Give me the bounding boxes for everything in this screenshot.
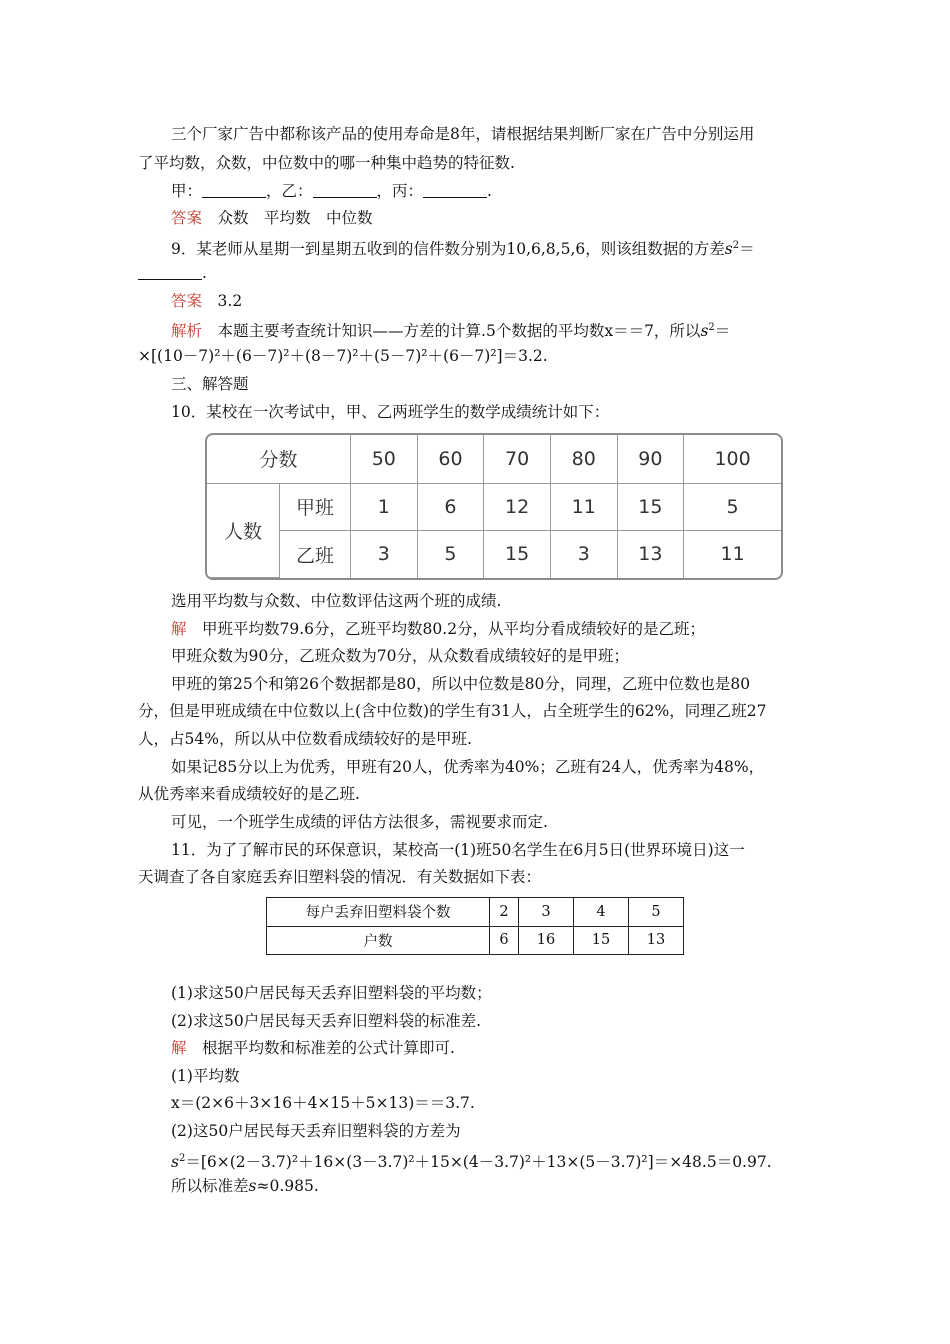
var-s: s (171, 1153, 179, 1172)
analysis-label: 解析 (171, 322, 203, 341)
blank-variance (138, 264, 202, 280)
count-cell: 6 (417, 483, 484, 530)
period: . (202, 264, 207, 282)
class-name: 乙班 (280, 530, 351, 577)
q10-title: 10．某校在一次考试中，甲、乙两班学生的数学成绩统计如下： (171, 403, 610, 421)
paragraph-line: (1)平均数 (171, 1067, 240, 1085)
solution-label: 解 (171, 1039, 187, 1057)
q11-part2: (2)求这50户居民每天丢弃旧塑料袋的标准差. (171, 1012, 482, 1030)
period: . (487, 182, 492, 200)
result-label: 所以标准差 (171, 1177, 249, 1195)
paragraph-line: 可见，一个班学生成绩的评估方法很多，需视要求而定. (171, 813, 548, 831)
score-cell: 60 (417, 435, 484, 483)
solution-text: 甲班平均数79.6分，乙班平均数80.2分，从平均分看成绩较好的是乙班； (202, 620, 706, 638)
household-cell: 16 (518, 926, 573, 955)
score-cell: 80 (550, 435, 617, 483)
section-heading: 三、解答题 (171, 375, 249, 393)
var-s: s (724, 240, 733, 259)
q11-title: 11．为了了解市民的环保意识，某校高一(1)班50名学生在6月5日(世界环境日)这一 (171, 841, 745, 859)
count-cell: 3 (550, 530, 617, 577)
paragraph-line: 了平均数，众数，中位数中的哪一种集中趋势的特征数. (138, 154, 515, 172)
count-cell: 15 (617, 483, 684, 530)
count-cell: 5 (417, 530, 484, 577)
analysis-text: 本题主要考查统计知识——方差的计算.5个数据的平均数x＝＝7，所以 (217, 322, 701, 341)
paragraph-line: 从优秀率来看成绩较好的是乙班. (138, 785, 360, 803)
people-header: 人数 (207, 483, 280, 577)
class-name: 甲班 (280, 483, 351, 530)
q9-formula: ×[(10－7)²＋(6－7)²＋(8－7)²＋(5－7)²＋(6－7)²]＝3.2. (138, 347, 548, 365)
answer-label: 答案 (171, 292, 203, 310)
equals: ＝ (739, 240, 755, 259)
count-cell: 12 (484, 483, 551, 530)
household-cell: 6 (490, 926, 519, 955)
formula-mean: x＝(2×6＋3×16＋4×15＋5×13)＝＝3.7. (171, 1094, 475, 1112)
paragraph-line: (2)这50户居民每天丢弃旧塑料袋的方差为 (171, 1122, 461, 1140)
score-cell: 70 (484, 435, 551, 483)
label-jia: 甲： (171, 182, 203, 200)
score-header: 分数 (207, 435, 351, 483)
superscript: 2 (732, 240, 740, 251)
paragraph-line: 分，但是甲班成绩在中位数以上(含中位数)的学生有31人，占全班学生的62%，同理乙班27 (138, 702, 767, 720)
paragraph-line: 天调查了各自家庭丢弃旧塑料袋的情况．有关数据如下表： (138, 868, 542, 886)
count-cell: 11 (684, 530, 781, 577)
bag-cell: 3 (518, 898, 573, 927)
bag-cell: 2 (490, 898, 519, 927)
paragraph-line: 三个厂家广告中都称该产品的使用寿命是8年，请根据结果判断厂家在广告中分别运用 (171, 125, 755, 143)
result-value: ≈0.985. (256, 1177, 319, 1195)
answer-text: 众数 平均数 中位数 (217, 209, 373, 227)
blank-yi (313, 182, 377, 198)
bag-cell: 4 (573, 898, 628, 927)
q9-blank-line (138, 263, 207, 283)
q11-part1: (1)求这50户居民每天丢弃旧塑料袋的平均数； (171, 984, 492, 1002)
answer-label: 答案 (171, 209, 203, 227)
household-header: 户数 (267, 926, 490, 955)
count-cell: 11 (550, 483, 617, 530)
paragraph-line: 甲班的第25个和第26个数据都是80，所以中位数是80分，同理，乙班中位数也是80 (171, 675, 751, 693)
var-s: s (248, 1177, 257, 1195)
count-cell: 5 (684, 483, 781, 530)
q11-solution (171, 1038, 455, 1058)
paragraph-line: 甲班众数为90分，乙班众数为70分，从众数看成绩较好的是甲班； (171, 647, 629, 665)
score-cell: 100 (684, 435, 781, 483)
bag-table (266, 897, 684, 955)
blank-bing (423, 182, 487, 198)
label-bing: ，丙： (376, 182, 424, 200)
q10-intro: 选用平均数与众数、中位数评估这两个班的成绩. (171, 592, 502, 610)
household-cell: 13 (628, 926, 683, 955)
solution-label: 解 (171, 620, 187, 638)
superscript: 2 (708, 322, 715, 333)
answer-text: 3.2 (217, 292, 243, 310)
equals: ＝ (714, 322, 731, 341)
blank-jia (202, 182, 266, 198)
q9-question (171, 236, 755, 259)
q9-answer (171, 291, 242, 311)
q8-answer (171, 208, 373, 228)
var-s: s (700, 322, 709, 341)
score-cell: 50 (351, 435, 418, 483)
count-cell: 3 (351, 530, 418, 577)
formula-text: ＝[6×(2－3.7)²＋16×(3－3.7)²＋15×(4－3.7)²＋13×(5－3.7)²]＝×48.5＝0.97. (185, 1153, 772, 1172)
label-yi: ，乙： (266, 182, 313, 200)
household-cell: 15 (573, 926, 628, 955)
q8-fill-line (171, 181, 492, 201)
q9-text: 9．某老师从星期一到星期五收到的信件数分别为10,6,8,5,6，则该组数据的方差 (171, 240, 725, 259)
superscript: 2 (178, 1153, 186, 1164)
count-cell: 1 (351, 483, 418, 530)
count-cell: 15 (484, 530, 551, 577)
solution-text: 根据平均数和标准差的公式计算即可. (202, 1039, 455, 1057)
bag-header: 每户丢弃旧塑料袋个数 (267, 898, 490, 927)
score-cell: 90 (617, 435, 684, 483)
bag-cell: 5 (628, 898, 683, 927)
paragraph-line: 人，占54%，所以从中位数看成绩较好的是甲班. (138, 730, 472, 748)
paragraph-line: 如果记85分以上为优秀，甲班有20人，优秀率为40%；乙班有24人，优秀率为48%， (171, 758, 765, 776)
formula-variance (171, 1149, 772, 1172)
count-cell: 13 (617, 530, 684, 577)
std-result (171, 1176, 319, 1196)
q9-analysis (171, 318, 730, 341)
score-table (205, 433, 783, 580)
q10-solution (171, 619, 705, 639)
